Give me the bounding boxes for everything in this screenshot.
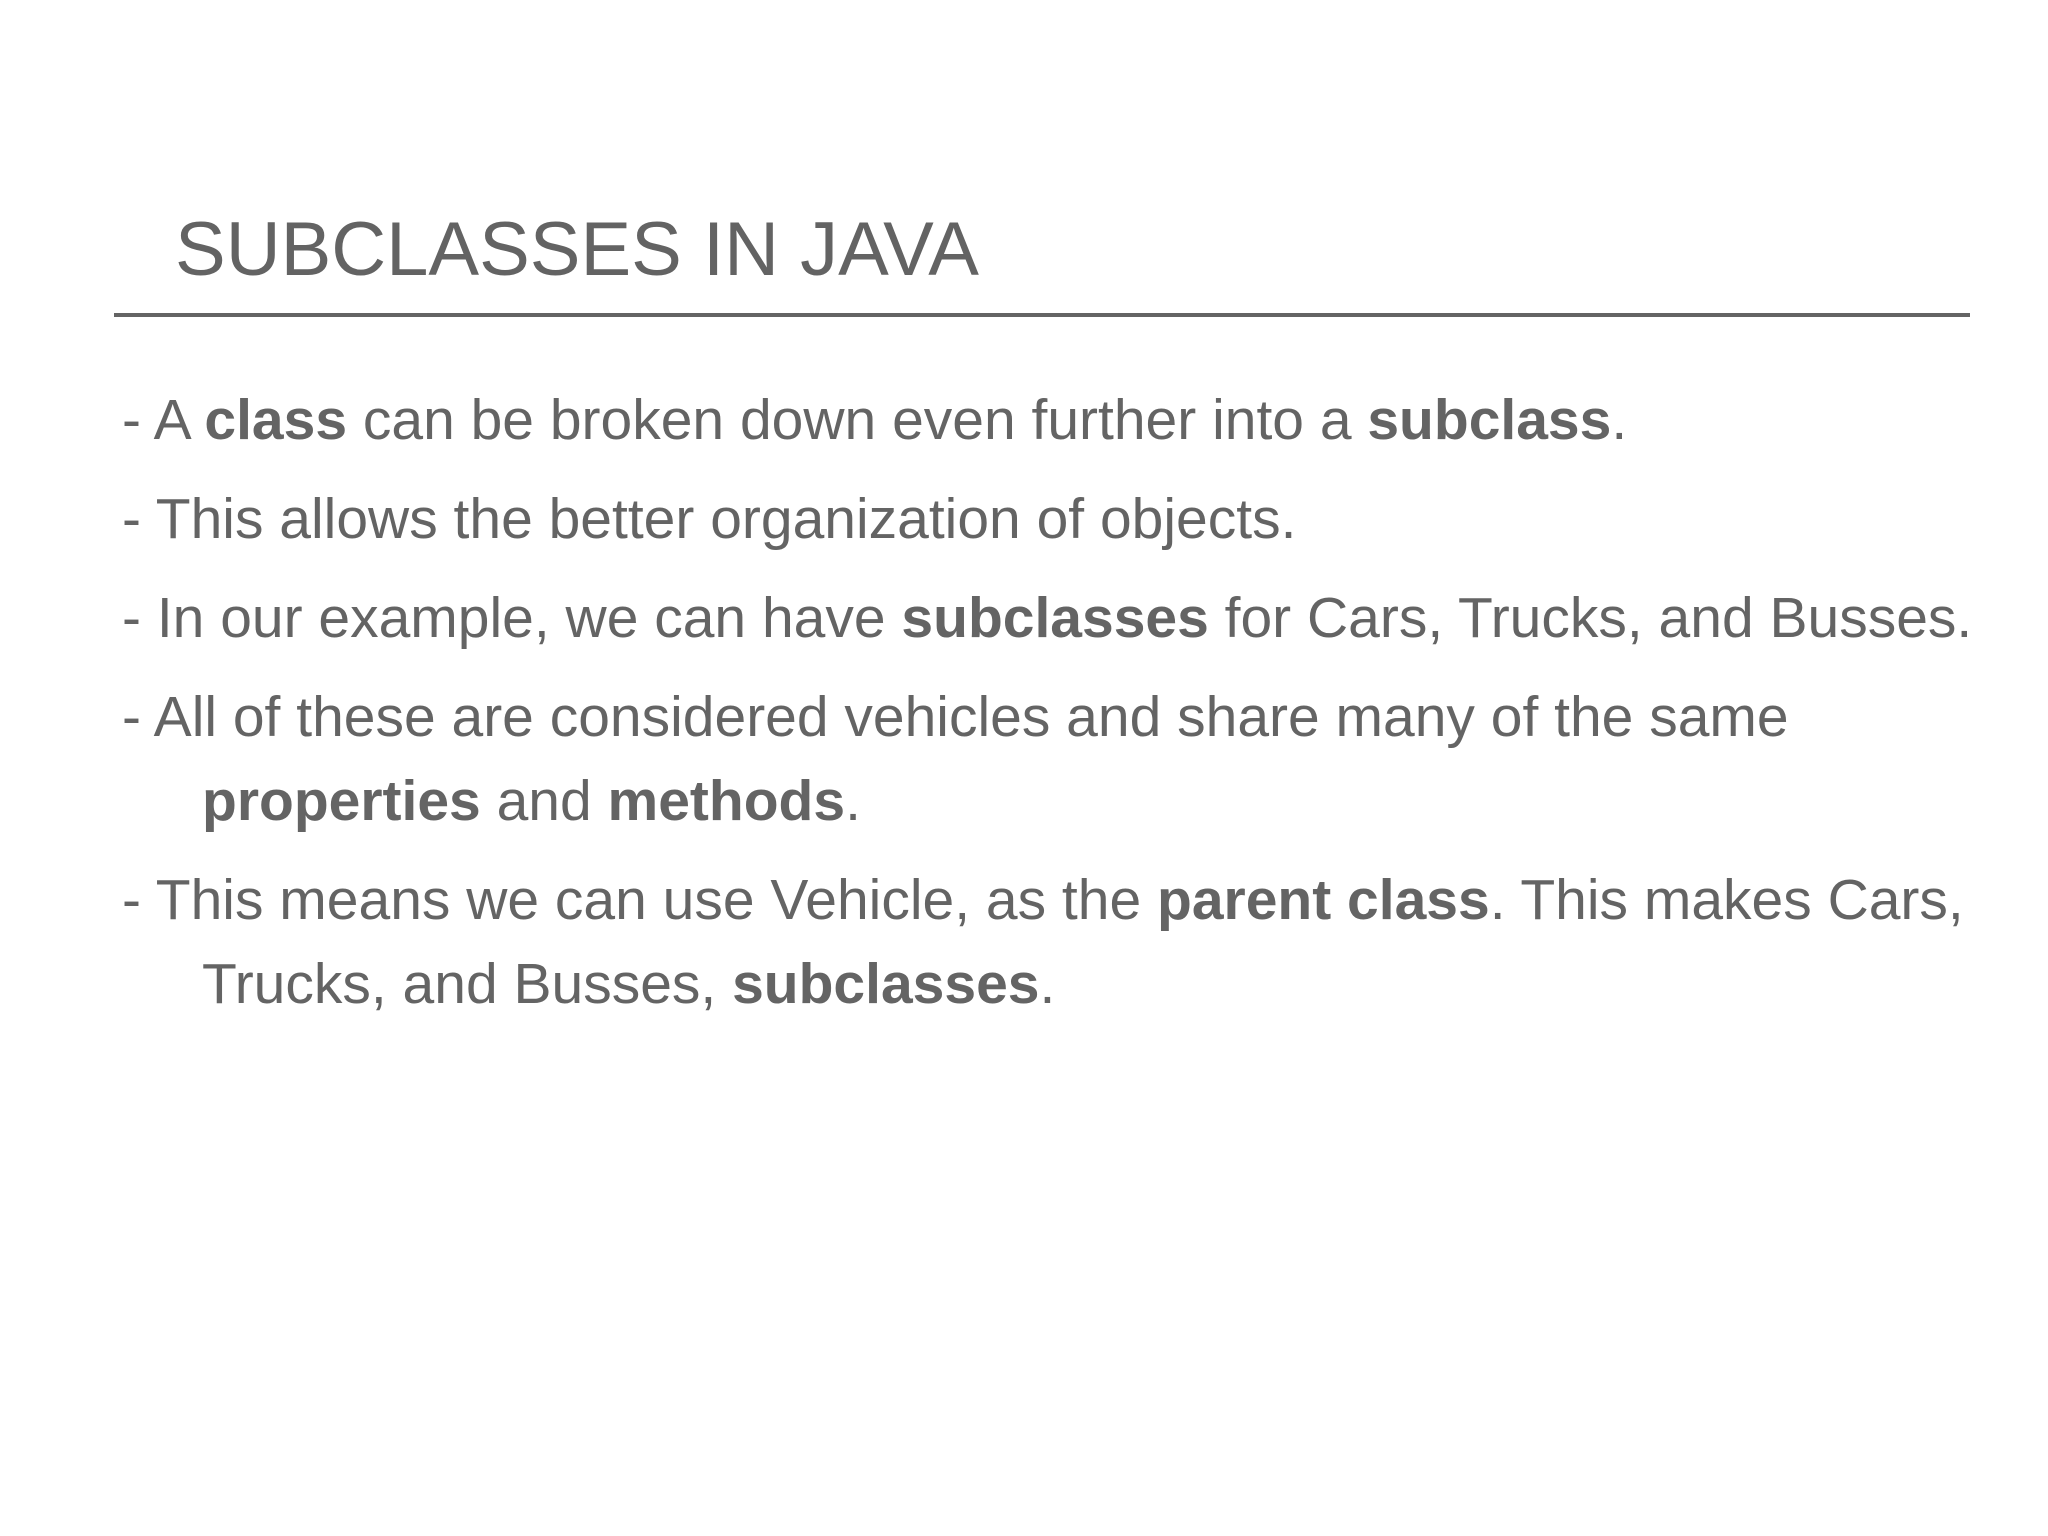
bullet-text: - All of these are considered vehicles and share many of the same: [122, 685, 1789, 749]
bullet-text: - This allows the better organization of objects.: [122, 487, 1297, 551]
bullet-bold-text: subclasses: [901, 586, 1209, 650]
bullet-bold-text: subclass: [1367, 388, 1612, 452]
bullet-item: [122, 576, 1982, 660]
bullet-bold-text: properties: [202, 769, 481, 833]
bullet-bold-text: class: [204, 388, 348, 452]
bullet-list: [122, 378, 1982, 1041]
title-divider: [114, 313, 1970, 317]
bullet-text: . This makes Cars, Trucks, and Busses,: [202, 868, 1964, 1016]
bullet-item: [122, 675, 1982, 843]
slide-title: SUBCLASSES IN JAVA: [175, 207, 979, 292]
bullet-item: [122, 378, 1982, 462]
bullet-bold-text: subclasses: [732, 952, 1040, 1016]
bullet-bold-text: parent class: [1157, 868, 1490, 932]
bullet-text: for Cars, Trucks, and Busses.: [1208, 586, 1973, 650]
bullet-item: [122, 858, 1982, 1026]
bullet-text: - A: [122, 388, 205, 452]
bullet-text: .: [1039, 952, 1056, 1016]
bullet-text: - This means we can use Vehicle, as the: [122, 868, 1157, 932]
bullet-item: [122, 477, 1982, 561]
bullet-text: - In our example, we can have: [122, 586, 902, 650]
bullet-text: .: [1611, 388, 1628, 452]
bullet-bold-text: methods: [607, 769, 846, 833]
bullet-text: can be broken down even further into a: [347, 388, 1368, 452]
bullet-text: and: [480, 769, 608, 833]
bullet-text: .: [845, 769, 861, 833]
